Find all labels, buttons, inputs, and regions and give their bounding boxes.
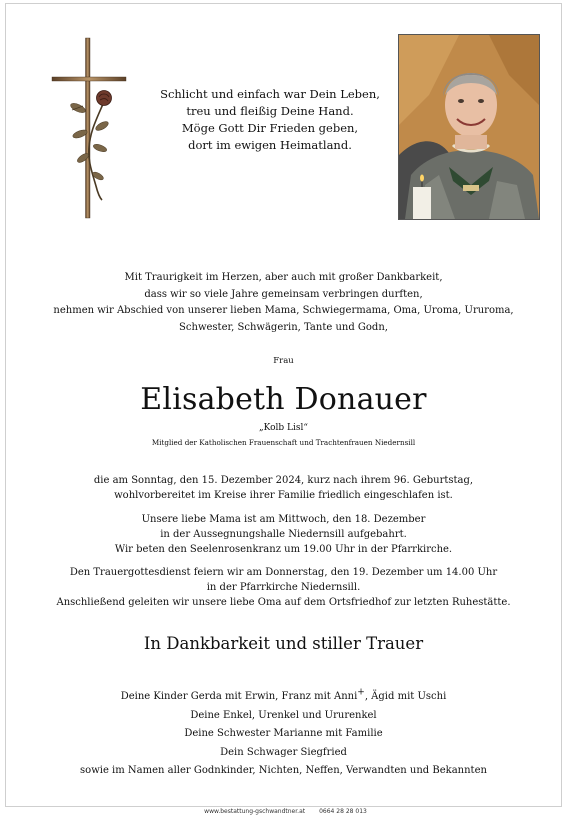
family-line-children [6,688,561,707]
intro-line: Schwester, Schwägerin, Tante und Godn, [179,321,388,333]
membership: Mitglied der Katholischen Frauenschaft und Trachtenfrauen Niedernsill [151,438,416,447]
death-notice-line: wohlvorbereitet im Kreise ihrer Familie friedlich eingeschlafen ist. [114,490,453,501]
closing-heading: In Dankbarkeit und stiller Trauer [143,634,424,653]
family-line: Deine Enkel, Urenkel und Ururenkel [190,709,377,721]
footer [0,808,571,815]
intro-line: Mit Traurigkeit im Herzen, aber auch mit großer Dankbarkeit, [124,272,443,283]
death-notice-line: die am Sonntag, den 15. Dezember 2024, kurz nach ihrem 96. Geburtstag, [93,475,474,486]
footer-website: www.bestattung-gschwandtner.at [204,808,306,815]
intro-line: nehmen wir Abschied von unserer lieben Mama, Schwiegermama, Oma, Uroma, Ururoma, [53,305,514,316]
salutation: Frau [273,356,294,366]
children-prefix: Deine Kinder Gerda mit Erwin, Franz mit Anni [120,691,358,702]
poem-line: Schlicht und einfach war Dein Leben, [160,87,380,101]
funeral-line: in der Pfarrkirche Niedernsill. [206,582,361,593]
poem [152,86,388,154]
obituary-card [5,3,562,807]
family-line: Dein Schwager Siegfried [220,746,347,758]
family-list [6,688,561,781]
children-suffix: , Ägid mit Uschi [364,691,447,702]
funeral-line: Den Trauergottesdienst feiern wir am Donnerstag, den 19. Dezember um 14.00 Uhr [69,567,498,578]
poem-line: dort im ewigen Heimatland. [188,138,352,152]
portrait-photo [398,34,540,220]
poem-line: treu und fleißig Deine Hand. [186,104,354,118]
viewing-line: Wir beten den Seelenrosenkranz um 19.00 Uhr in der Pfarrkirche. [114,544,453,555]
death-notice [6,473,561,503]
deceased-name: Elisabeth Donauer [140,382,427,417]
intro-text [6,270,561,336]
poem-line: Möge Gott Dir Frieden geben, [181,121,359,135]
viewing-line: Unsere liebe Mama ist am Mittwoch, den 18. Dezember [141,514,426,525]
viewing-info [6,512,561,557]
family-line: sowie im Namen aller Godnkinder, Nichten, Neffen, Verwandten und Bekannten [80,765,487,776]
footer-phone: 0664 28 28 013 [319,808,367,815]
intro-line: dass wir so viele Jahre gemeinsam verbringen durften, [144,288,423,300]
deceased-mark: + [357,687,365,698]
funeral-line: Anschließend geleiten wir unsere liebe Oma auf dem Ortsfriedhof zur letzten Ruhestätte. [56,597,511,608]
family-line: Deine Schwester Marianne mit Familie [184,728,383,739]
viewing-line: in der Aussegnungshalle Niedernsill aufgebahrt. [160,529,407,540]
cross-with-rose-icon [50,36,130,220]
nickname: „Kolb Lisl“ [258,423,309,433]
funeral-info [6,565,561,610]
